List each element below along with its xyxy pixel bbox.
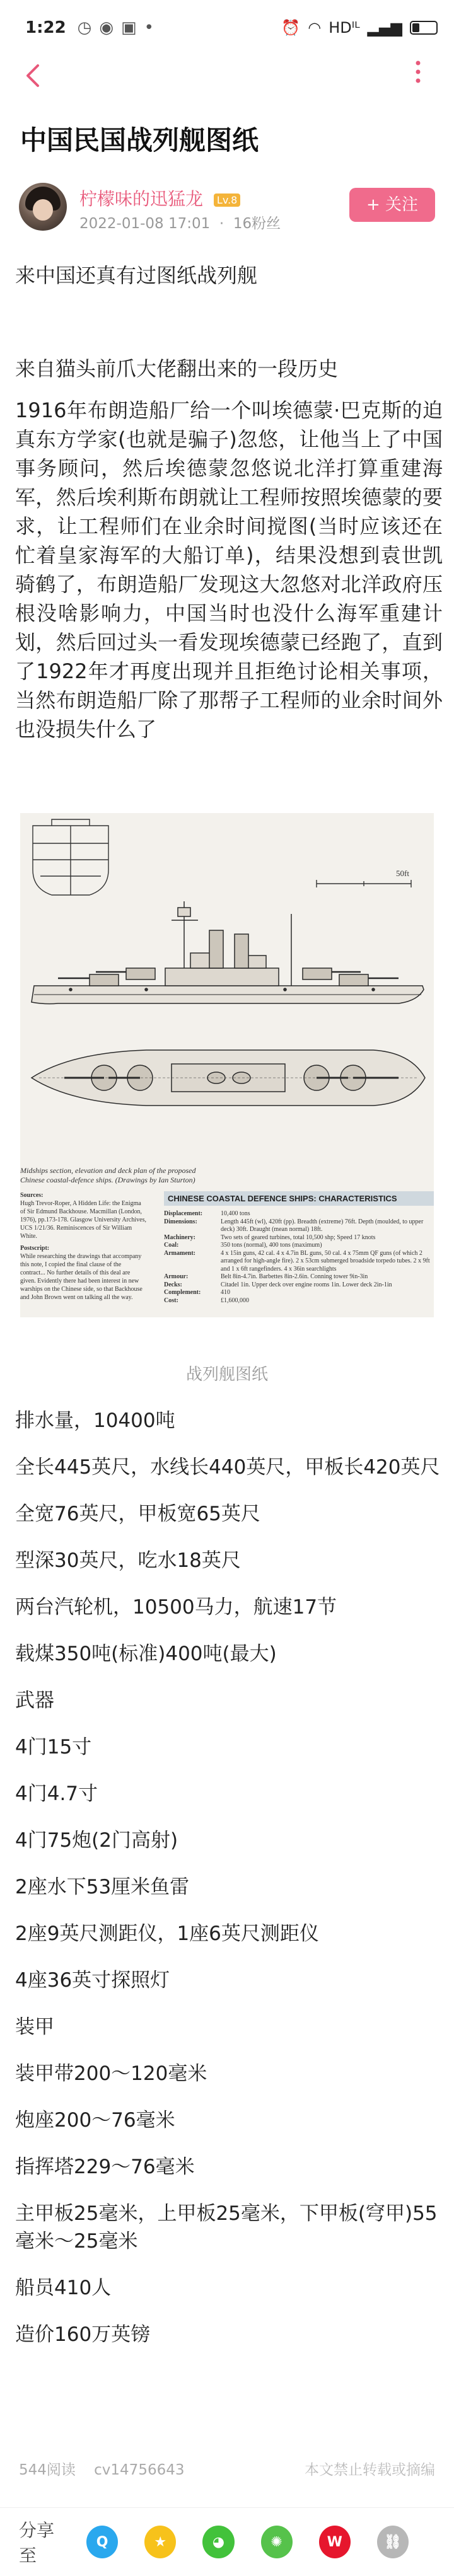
copyright-notice: 本文禁止转载或摘编: [305, 2462, 435, 2478]
wechat-icon: ◕: [212, 2534, 225, 2550]
publish-date: 2022-01-08 17:01: [79, 216, 211, 232]
history-paragraph: 1916年布朗造船厂给一个叫埃德蒙·巴克斯的迫真东方学家(也就是骗子)忽悠，让他当上了中国事务顾问，然后埃德蒙忽悠说北洋打算重建海军，然后埃利斯布朗就让工程师按照埃德蒙的要求，让工程师们在业余时间搅图(当时应该还在忙着皇家海军的大船订单)，结果没想到袁世凯骑鹤了，布朗造船厂发现这大忽悠对北洋政府压根没啥影响力，中国当时也没什么海军重建计划，然后回过头一看发现埃德蒙已经跑了，直到了1922年才再度出现并且拒绝讨论相关事项，当然布朗造船厂除了那帮子工程师的业余时间外也没损失什么了: [15, 398, 443, 741]
list-item: 两台汽轮机，10500马力，航速17节: [15, 1596, 337, 1619]
postscript-title: Postscript:: [20, 1245, 50, 1252]
alarm-icon: ⏰: [281, 19, 301, 37]
list-item: 造价160万英镑: [15, 2323, 151, 2346]
list-item: 排水量，10400吨: [15, 1409, 175, 1432]
table-row: Coal: 350 tons (normal), 400 tons (maximum): [164, 1242, 322, 1249]
figure-caption: Midships section, elevation and deck plan of the proposed Chinese coastal-defence ships. (Drawings by Ian Sturton): [20, 1166, 196, 1184]
table-row: Decks: Citadel 1in. Upper deck over engine rooms 1in. Lower deck 2in-1in: [164, 1281, 392, 1288]
table-row: Cost: £1,600,000: [164, 1297, 249, 1304]
author-row: [19, 183, 435, 233]
follower-count: 16粉丝: [233, 216, 281, 232]
spec-list: [15, 1407, 444, 2367]
signal-icon: ▂▄▆: [367, 19, 402, 37]
read-count: 544阅读: [19, 2462, 76, 2478]
status-right: [281, 19, 438, 37]
list-item: 主甲板25毫米，上甲板25毫米，下甲板(穹甲)55毫米～25毫米: [15, 2202, 438, 2253]
back-button[interactable]: [20, 62, 50, 92]
bilibili-notification-icon: ▣: [121, 18, 137, 37]
avatar[interactable]: [19, 183, 67, 231]
share-bar: [0, 2507, 454, 2576]
figure-notes: [20, 1191, 146, 1302]
scale-bar: [317, 880, 411, 887]
deck-plan-drawing: [32, 1050, 425, 1106]
list-item: 4门4.7寸: [15, 1782, 98, 1805]
list-item: 4座36英寸探照灯: [15, 1969, 170, 1992]
list-item: 2座水下53厘米鱼雷: [15, 1876, 190, 1898]
share-qq-button[interactable]: [86, 2526, 118, 2558]
image-caption: 战列舰图纸: [185, 1365, 268, 1384]
side-elevation-drawing: [32, 901, 424, 1004]
list-item: 4门15寸: [15, 1736, 92, 1759]
table-row: Displacement: 10,400 tons: [164, 1210, 250, 1217]
copy-link-button[interactable]: [377, 2526, 409, 2558]
level-badge: Lv.8: [214, 193, 240, 207]
meta-separator: ·: [214, 216, 229, 232]
list-item: 炮座200～76毫米: [15, 2109, 175, 2132]
status-bar: [0, 0, 454, 55]
article-id: cv14756643: [94, 2462, 185, 2478]
share-wechat-button[interactable]: [202, 2526, 234, 2558]
list-item: 船员410人: [15, 2277, 112, 2299]
table-row: Complement: 410: [164, 1289, 230, 1296]
status-time: 1:22: [25, 18, 66, 37]
nav-bar: [0, 55, 454, 100]
scale-label: 50ft: [396, 869, 409, 878]
moments-icon: ✺: [271, 2534, 282, 2550]
more-vertical-icon: [414, 58, 422, 86]
share-qzone-button[interactable]: [144, 2526, 176, 2558]
qq-icon: Q: [96, 2534, 108, 2550]
list-item: 指挥塔229～76毫米: [15, 2156, 195, 2178]
list-item: 载煤350吨(标准)400吨(最大): [15, 1643, 277, 1665]
list-item: 型深30英尺，吃水18英尺: [15, 1549, 241, 1572]
weibo-icon: W: [327, 2534, 342, 2550]
article-title: 中国民国战列舰图纸: [20, 125, 259, 156]
more-button[interactable]: [404, 58, 433, 86]
chevron-left-icon: [20, 62, 45, 90]
table-row: Armour: Belt 8in-4.7in. Barbettes 8in-2.6in. Conning tower 9in-3in: [164, 1273, 368, 1280]
qq-notification-icon: ◉: [99, 18, 114, 37]
author-name[interactable]: [79, 185, 240, 211]
battleship-drawing-image[interactable]: [20, 813, 434, 1317]
list-item: 装甲带200～120毫米: [15, 2062, 207, 2085]
list-item: 全长445英尺，水线长440英尺，甲板长420英尺: [15, 1456, 440, 1479]
share-weibo-button[interactable]: [319, 2526, 351, 2558]
share-moments-button[interactable]: [261, 2526, 293, 2558]
sources-title: Sources:: [20, 1192, 44, 1199]
list-item: 武器: [15, 1689, 54, 1712]
article-stats: [19, 2458, 184, 2479]
network-label: HDᴵᴸ: [329, 19, 360, 37]
characteristics-table-title: CHINESE COASTAL DEFENCE SHIPS: CHARACTERISTICS: [164, 1191, 434, 1206]
author-name-text[interactable]: 柠檬味的迅猛龙: [79, 188, 204, 209]
list-item: 2座9英尺测距仪，1座6英尺测距仪: [15, 1922, 319, 1945]
ship-drawing-svg: [20, 813, 434, 1166]
postscript-text: While researching the drawings that accompany this note, I copied the final clause of the contract... No further details of this deal are given. Evidently there had been interest in new warships on the Chinese side, so that Backhouse and John Brown went on talking all the way.: [20, 1253, 143, 1301]
notification-icon: ◷: [77, 18, 92, 37]
list-item: 4门75炮(2门高射): [15, 1829, 178, 1852]
link-icon: ⛓: [383, 2534, 402, 2550]
wifi-icon: ◠: [308, 19, 322, 37]
list-item: 全宽76英尺，甲板宽65英尺: [15, 1503, 260, 1525]
author-meta: [79, 212, 281, 233]
sources-text: Hugh Trevor-Roper, A Hidden Life: the Enigma of Sir Edmund Backhouse. Macmillan (London, 1976), pp.173-178. Glasgow University Archives, UCS 1/21/36. Reminiscences of Sir William White.: [20, 1200, 146, 1240]
share-label: 分享至: [19, 2520, 55, 2566]
table-row: Dimensions: Length 445ft (wl), 420ft (pp). Breadth (extreme) 76ft. Depth (moulded, to upper deck) 30ft. Draught (mean normal) 18ft.: [164, 1218, 424, 1233]
follow-button[interactable]: + 关注: [349, 188, 435, 222]
table-row: Machinery: Two sets of geared turbines, total 10,500 shp; Speed 17 knots: [164, 1233, 376, 1241]
characteristics-table: [164, 1210, 434, 1305]
more-notifications-icon: •: [144, 18, 154, 37]
table-row: Armament: 4 x 15in guns, 42 cal. 4 x 4.7in BL guns, 50 cal. 4 x 75mm QF guns (of which 2 arranged for high-angle fire). 2 x 53cm submerged broadside torpedo tubes. 2 x 9ft and 1 x 6ft rangefinders. 4 x 36in searchlights: [164, 1249, 430, 1273]
history-heading: 来自猫头前爪大佬翻出来的一段历史: [15, 357, 339, 381]
midships-section-drawing: [33, 819, 108, 895]
battery-icon: [410, 21, 438, 35]
intro-text: 来中国还真有过图纸战列舰: [15, 263, 258, 287]
qzone-star-icon: ★: [154, 2534, 167, 2550]
list-item: 装甲: [15, 2016, 54, 2038]
